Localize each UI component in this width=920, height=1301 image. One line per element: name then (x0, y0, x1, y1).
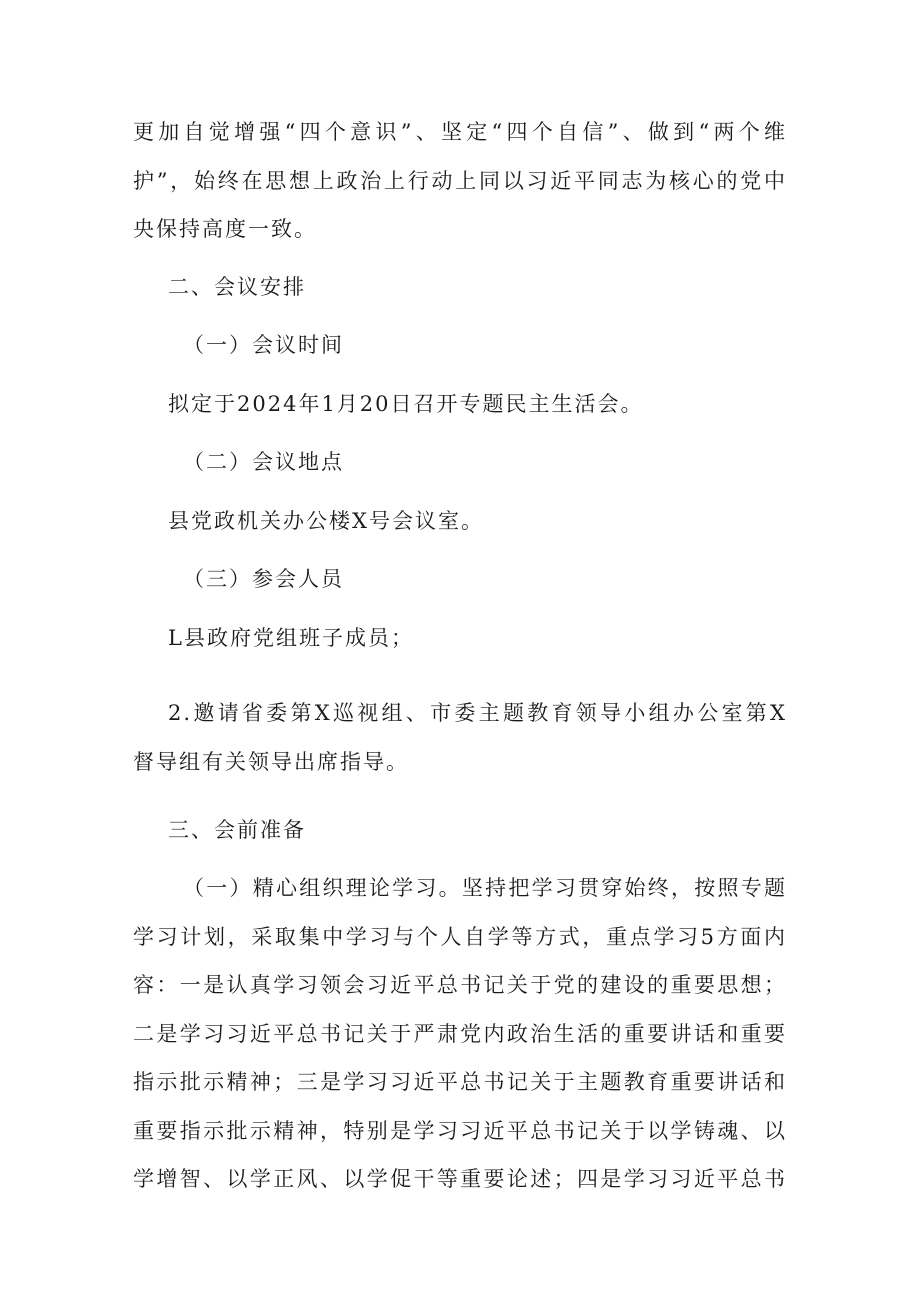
text-line: 二是学习习近平总书记关于严肃党内政治生活的重要讲话和重要 (133, 1021, 787, 1046)
text-line: 三、会前准备 (168, 818, 306, 842)
section-heading-preparation (133, 806, 787, 855)
subheading-attendees (133, 555, 787, 604)
text-line: 拟定于2024年1月20日召开专题民主生活会。 (168, 392, 644, 416)
text-line: 学增智、以学正风、以学促干等重要论述；四是学习习近平总书 (133, 1167, 787, 1191)
text-line: 指示批示精神；三是学习习近平总书记关于主题教育重要讲话和 (133, 1070, 787, 1094)
text-line: 二、会议安排 (168, 275, 306, 299)
text-line: 护”，始终在思想上政治上行动上同以习近平同志为核心的党中 (133, 168, 787, 193)
subheading-meeting-time (133, 321, 787, 370)
text-line: 督导组有关领导出席指导。 (133, 749, 409, 774)
text-line: 更加自觉增强“四个意识”、坚定“四个自信”、做到“两个维 (133, 120, 787, 144)
text-line: 2.邀请省委第X巡视组、市委主题教育领导小组办公室第X (168, 701, 787, 725)
section-heading-meeting-arrangement (133, 263, 787, 312)
text-line: 学习计划，采取集中学习与个人自学等方式，重点学习5方面内 (133, 924, 787, 949)
text-line: 央保持高度一致。 (133, 217, 317, 241)
paragraph-intro (133, 108, 787, 254)
subheading-meeting-location (133, 438, 787, 487)
paragraph-meeting-time (133, 380, 787, 429)
text-line: 县党政机关办公楼X号会议室。 (168, 509, 484, 533)
paragraph-meeting-location (133, 497, 787, 546)
text-line: （三）参会人员 (183, 567, 344, 591)
paragraph-attendees-2 (133, 689, 787, 786)
text-line: （一）精心组织理论学习。坚持把学习贯穿始终，按照专题 (183, 876, 787, 900)
text-line: （二）会议地点 (183, 450, 344, 474)
text-line: L县政府党组班子成员； (168, 626, 414, 650)
text-line: 容：一是认真学习领会习近平总书记关于党的建设的重要思想； (133, 973, 787, 997)
text-line: 重要指示批示精神，特别是学习习近平总书记关于以学铸魂、以 (133, 1118, 787, 1143)
paragraph-attendees-1 (133, 614, 787, 663)
text-line: （一）会议时间 (183, 333, 344, 357)
paragraph-theory-study (133, 864, 787, 1204)
